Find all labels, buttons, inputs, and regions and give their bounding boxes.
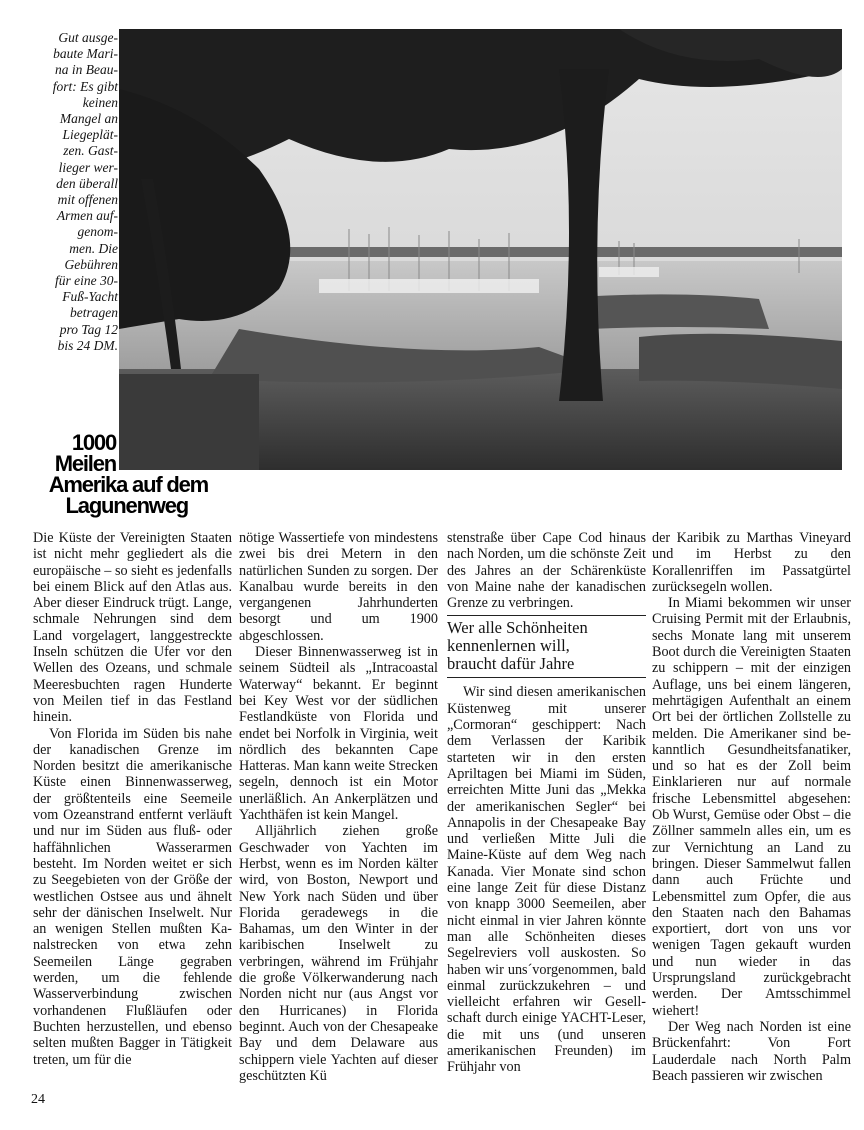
caption-line: mit offenen: [57, 192, 118, 208]
paragraph: Dieser Binnenwasserweg ist in seinem Südteil als „Intracoastal Waterway“ bekannt. Er beginnt bei Key West vor der südlichen Festlandküste von Florida und endet bei Norfolk in Virginia, weit nördlich des bekannten Cape Hatteras. Man kann weite Strecken segeln, dennoch ist ein Motor unerläßlich. An Ankerplätzen und Yachthäfen ist kein Mangel.: [239, 644, 438, 824]
article-column-3: [447, 530, 646, 1076]
caption-line: bis 24 DM.: [57, 337, 118, 353]
article-column-4: [652, 530, 851, 1084]
paragraph: Der Weg nach Norden ist eine Brückenfahrt: Von Fort Lauderdale nach North Palm Beach passieren wir zwischen: [652, 1018, 851, 1084]
caption-line: na in Beau-: [55, 62, 118, 78]
paragraph: In Miami bekommen wir unser Cruising Permit mit der Erlaubnis, sechs Monate lang mit unserem Boot durch die Vereinigten Staaten zu schippern – mit der einzigen Auflage, uns bei einem längeren, mehrtägigen Aufenthalt an einem Ort bei der örtlichen Zollstelle zu melden. Die Amerikaner sind bekanntlich Gesundheitsfanatiker, und so hat es der Zoll beim Einklarieren nur auf normale frische Lebensmittel abgesehen: Ob Wurst, Gemüse oder Obst – die Zöllner sammeln alles ein, um es zur Vernichtung an Land zu bringen. Dieser Sammelwut fallen dann auch Früchte und Lebensmittel zum Opfer, die aus den Staaten nach den Bahamas exportiert, dort von uns vor wenigen Tagen gekauft wurden und nun wieder in das Ursprungsland zurückgebracht werden. Der Amtsschimmel wiehert!: [652, 595, 851, 1019]
paragraph: nötige Wassertiefe von mindestens zwei bis drei Metern in den natürlichen Sunden zu sorgen. Der Kanalbau wurde bereits in den vergangenen Jahrhunderten besorgt und um 1900 abgeschlossen.: [239, 530, 438, 644]
headline-line: Meilen: [54, 451, 116, 476]
caption-line: genom-: [77, 224, 118, 240]
caption-line: lieger wer-: [58, 159, 118, 175]
caption-line: fort: Es gibt: [52, 78, 118, 94]
caption-line: Liegeplät-: [62, 127, 118, 143]
pull-quote-line: Wer alle Schönheiten: [447, 618, 588, 638]
paragraph: Die Küste der Vereinigten Staaten ist nicht mehr gegliedert als die europäische – so sieht es jedenfalls bei einem Blick auf den Atlas aus. Aber dieser Eindruck trügt. Lange, schmale Nehrungen sind dem Land vorgelagert, langgestreckte Inseln schützen die Ufer vor den Wellen des Ozeans, und schmale Meeresbuchten ragen Hunderte von Meilen tief in das Festland hinein.: [33, 530, 232, 726]
marina-photo: [119, 29, 842, 470]
caption-line: Gut ausge-: [58, 30, 118, 45]
headline-line: Amerika auf dem: [48, 472, 208, 497]
pull-quote-line: braucht dafür Jahre: [447, 654, 575, 674]
caption-line: pro Tag 12: [59, 321, 118, 337]
photo-caption: [10, 30, 118, 354]
caption-line: für eine 30-: [55, 273, 118, 289]
pull-quote-line: kennenlernen will,: [447, 636, 570, 656]
paragraph: der Karibik zu Marthas Vineyard und im Herbst zu den Korallenriffen im Passatgürtel zurücksegeln wollen.: [652, 530, 851, 595]
caption-line: baute Mari-: [53, 46, 118, 62]
paragraph: Alljährlich ziehen große Geschwader von Yachten im Herbst, wenn es im Norden kälter wird, von Boston, Newport und New York nach Süden und über Florida geradewegs in die Bahamas, um den Winter in der karibischen Inselwelt zu verbringen, während im Frühjahr die große Völkerwanderung nach Norden nicht nur (aus Angst vor den Hurricanes) in Florida beginnt. Auch von der Chesapeake Bay und dem Delaware aus schippern viele Yachten auf dieser geschützten Kü: [239, 823, 438, 1084]
paragraph: Von Florida im Süden bis nahe der kanadischen Grenze im Norden besitzt die amerikanische Küste einen Binnenwasserweg, der größtenteils eine Seemeile vom Ozeanstrand entfernt verläuft und nur im Süden aus fluß- oder haffähnlichen Wasserarmen besteht. Im Norden weitet er sich zu Seegebieten von der Größe der westlichen Ostsee aus und ähnelt sehr der dänischen Inselwelt. Nur an wenigen Stellen mußten Kanalstrecken von etwa zehn Seemeilen Länge gegraben werden, um die fehlende Wasserverbindung zwischen vorhandenen Flußläufen oder Buchten herzustellen, und ebenso selten mußten Bagger in Tätigkeit treten, um für die: [33, 725, 232, 1068]
article-column-1: [33, 530, 232, 1068]
caption-line: den überall: [56, 175, 118, 191]
article-column-2: [239, 530, 438, 1084]
paragraph: Wir sind diesen amerikanischen Küstenweg mit unserer „Cormoran“ geschippert: Nach dem Verlassen der Karibik starteten wir in den ersten Apriltagen bei Miami im Süden, erreichten Mitte Juni das „Mekka der amerikanischen Segler“ bei Annapolis in der Chesapeake Bay und verließen Mitte Juli die Maine-Küste auf dem Weg nach Kanada. Vier Monate sind schon eine lange Zeit für diese Distanz von knapp 3000 Seemeilen, aber nicht einmal in vier Jahren könnte man alle Schönheiten dieses Segelreviers voll auskosten. So haben wir uns´vorgenommen, bald einmal zurückzukehren – und vielleicht erfahren wir Gesellschaft durch einige YACHT-Leser, die mit uns (und unseren amerikanischen Freunden) im Frühjahr von: [447, 684, 646, 1076]
caption-line: betragen: [70, 305, 118, 321]
pull-quote: [447, 615, 646, 678]
caption-line: keinen: [82, 94, 118, 110]
page-number: 24: [31, 1092, 45, 1107]
caption-line: Armen auf-: [56, 208, 118, 224]
caption-line: Fuß-Yacht: [62, 289, 118, 305]
caption-line: zen. Gast-: [63, 143, 118, 159]
headline-line: Lagunenweg: [65, 493, 188, 518]
caption-line: Mangel an: [59, 111, 118, 127]
caption-line: men. Die: [69, 240, 118, 256]
headline-line: 1000: [71, 430, 116, 455]
headline: [22, 432, 222, 516]
caption-line: Gebühren: [64, 256, 118, 272]
paragraph: stenstraße über Cape Cod hinaus nach Norden, um die schönste Zeit des Jahres an der Schärenküste von Maine nahe der kanadischen Grenze zu verbringen.: [447, 530, 646, 612]
